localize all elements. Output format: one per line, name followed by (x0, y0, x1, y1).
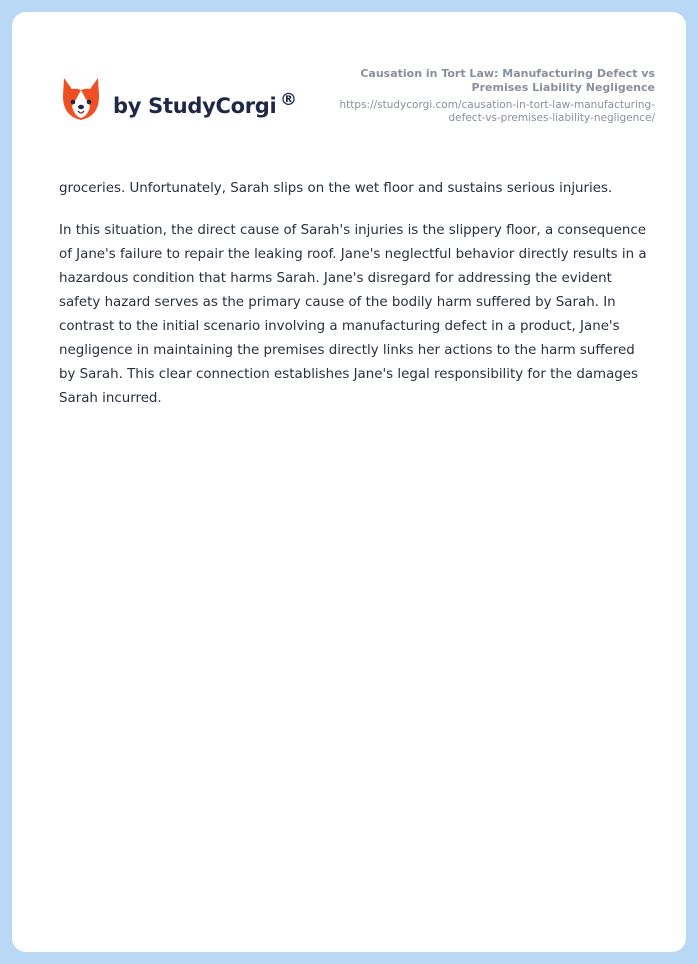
document-body (59, 177, 649, 429)
paragraph: In this situation, the direct cause of Sarah's injuries is the slippery floor, a consequence of Jane's failure to repair the leaking roof. Jane's neglectful behavior directly results in a hazardous condition that harms Sarah. Jane's disregard for addressing the evident safety hazard serves as the primary cause of the bodily harm suffered by Sarah. In contrast to the initial scenario involving a manufacturing defect in a product, Jane's negligence in maintaining the premises directly links her actions to the harm suffered by Sarah. This clear connection establishes Jane's legal responsibility for the damages Sarah incurred. (59, 223, 647, 406)
page-header (12, 12, 686, 142)
studycorgi-logo[interactable] (60, 76, 310, 128)
document-meta (305, 67, 655, 125)
corgi-logo-icon (60, 76, 102, 122)
document-page (12, 12, 686, 952)
document-url[interactable]: https://studycorgi.com/causation-in-tort-law-manufacturing-defect-vs-premises-liability-negligence/ (339, 99, 655, 124)
document-title: Causation in Tort Law: Manufacturing Defect vs Premises Liability Negligence (360, 67, 655, 94)
brand-name: by StudyCorgi (113, 94, 277, 118)
registered-mark: ® (280, 90, 297, 110)
paragraph: groceries. Unfortunately, Sarah slips on the wet floor and sustains serious injuries. (59, 181, 613, 196)
